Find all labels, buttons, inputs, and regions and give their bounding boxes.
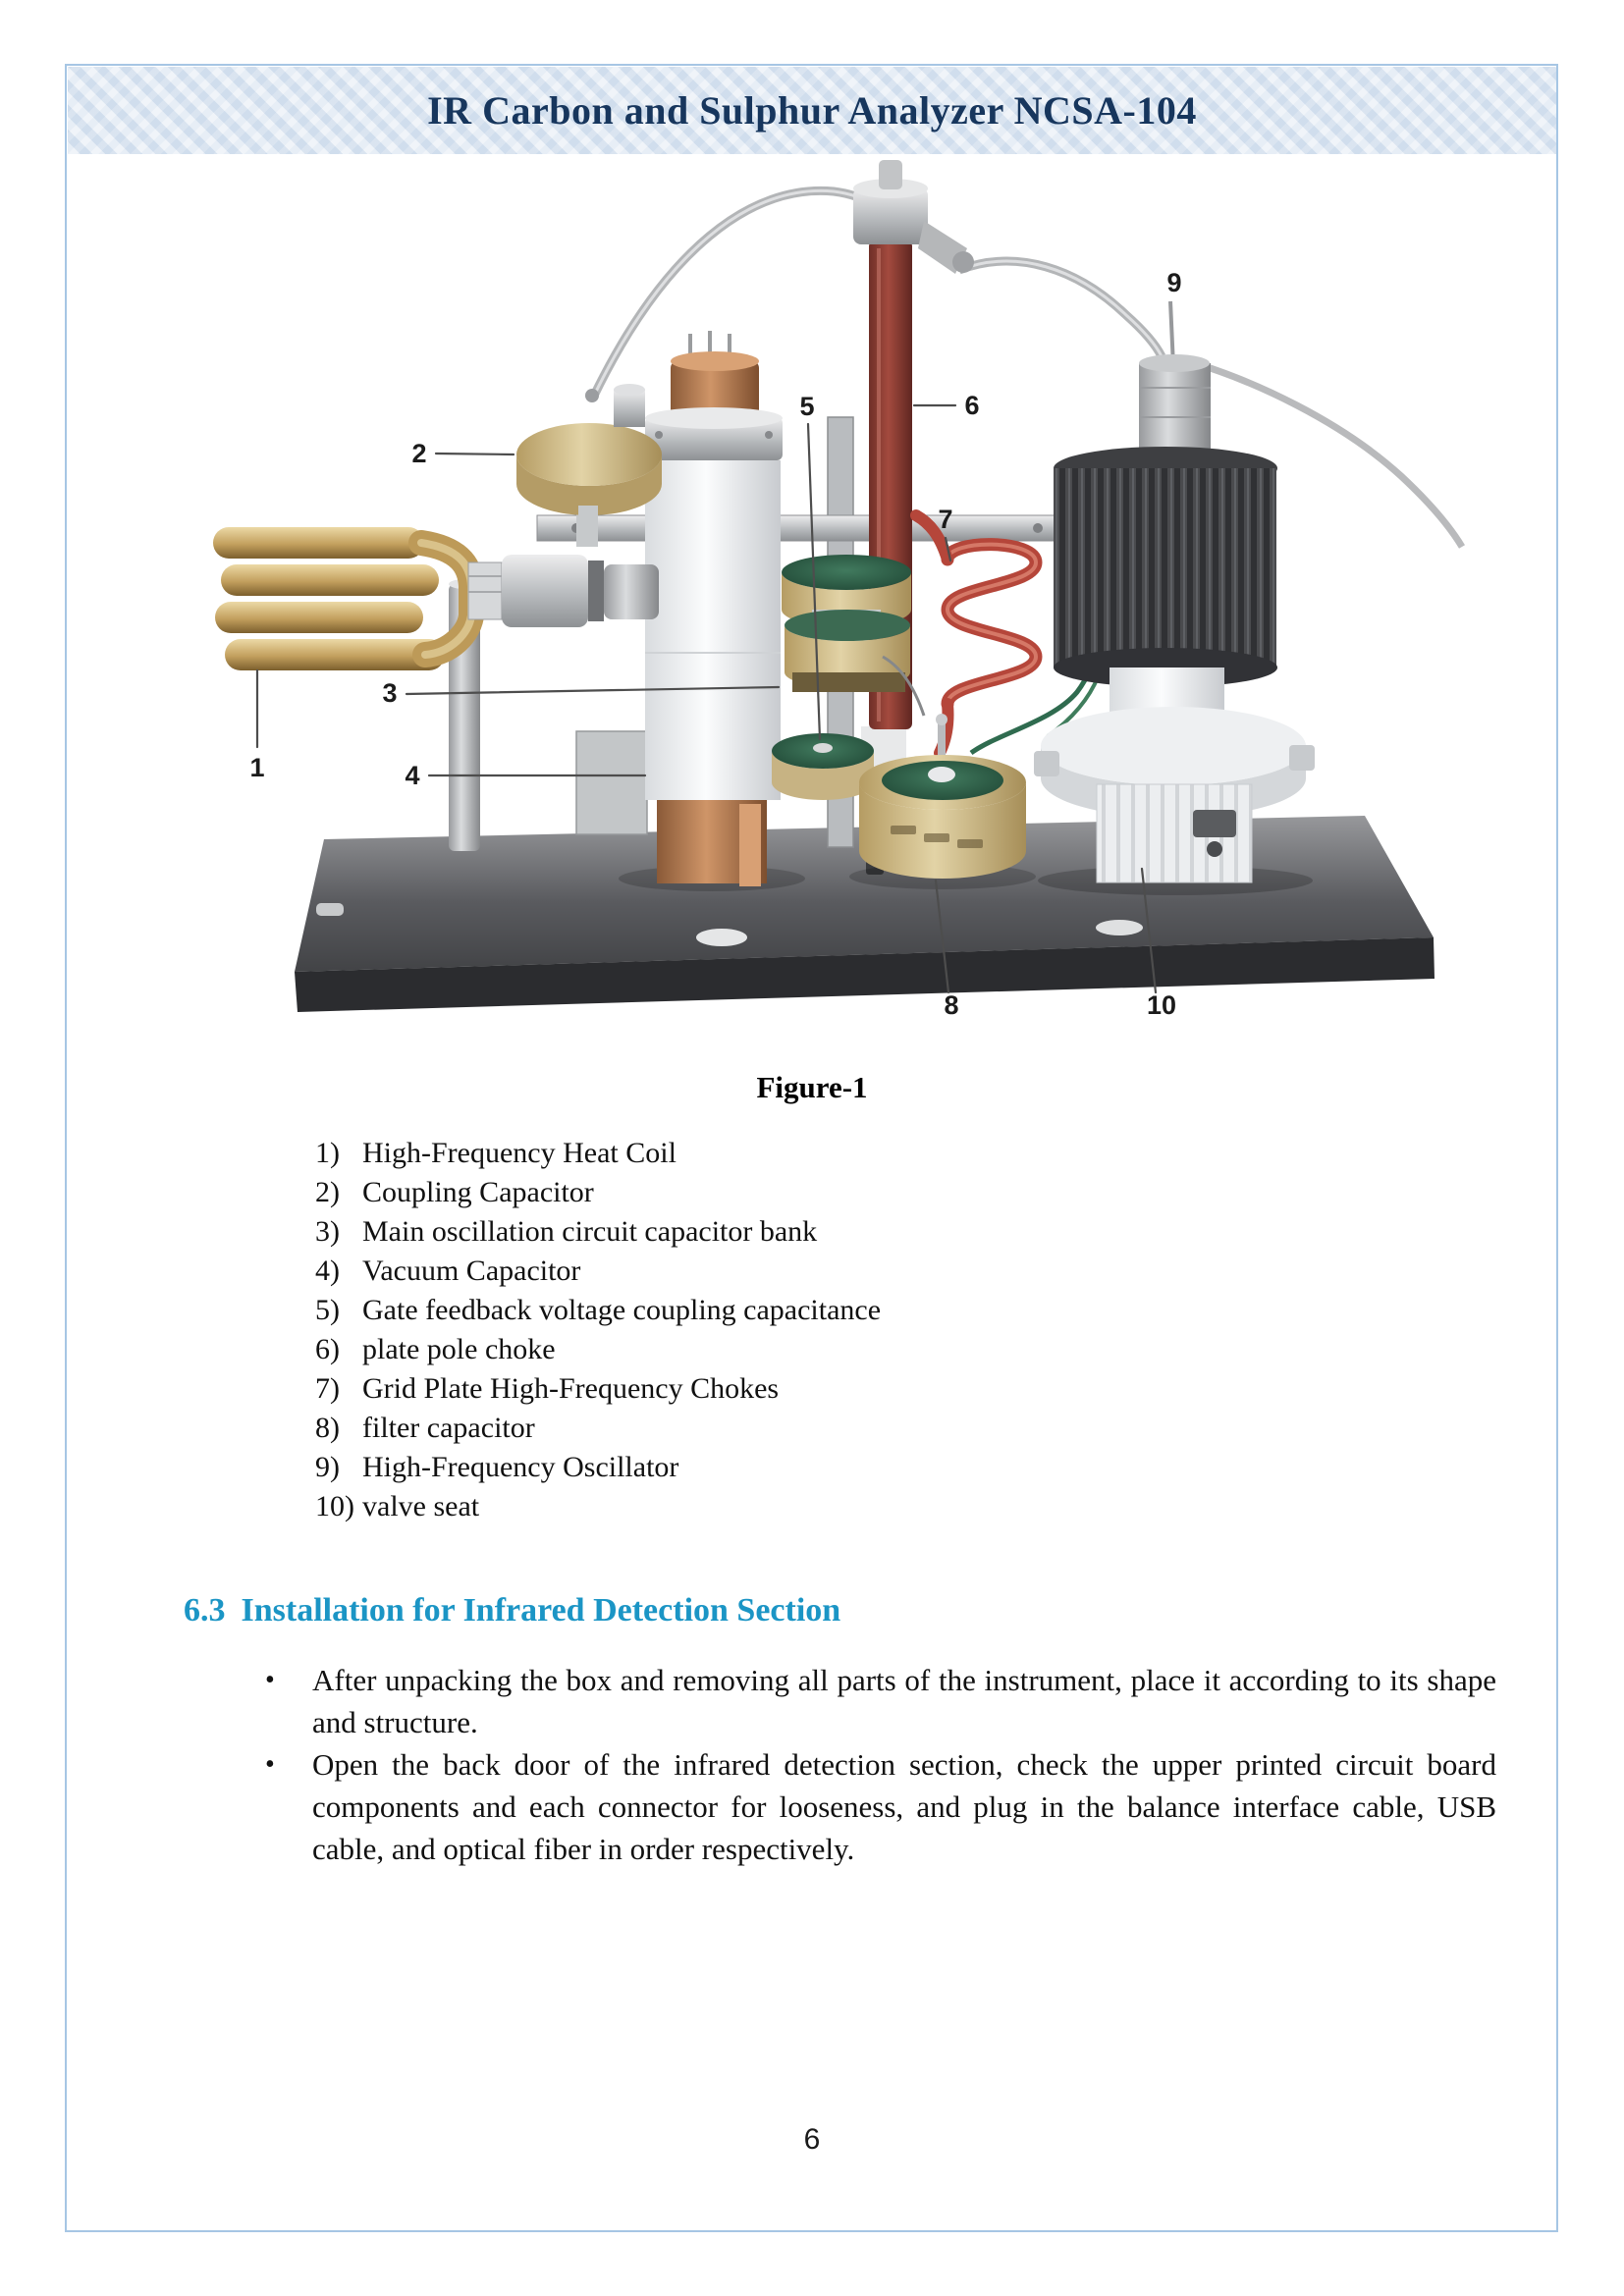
part-number: 7): [315, 1372, 340, 1405]
part-text: Vacuum Capacitor: [362, 1255, 581, 1287]
list-item: [315, 1330, 1199, 1369]
bullet-text: Open the back door of the infrared detection section, check the upper printed circuit board components and each connector for looseness, and plug in the balance interface cable, USB cable, and optical fiber in order respectively.: [312, 1747, 1496, 1866]
part-text: Main oscillation circuit capacitor bank: [362, 1215, 818, 1248]
svg-text:2: 2: [411, 439, 427, 468]
section-number: 6.3: [184, 1592, 226, 1629]
list-item: [315, 1369, 1199, 1409]
part-text: High-Frequency Oscillator: [362, 1451, 679, 1483]
list-item: [315, 1448, 1199, 1487]
part-text: High-Frequency Heat Coil: [362, 1137, 677, 1169]
svg-text:3: 3: [382, 678, 398, 708]
bullet-text: After unpacking the box and removing all parts of the instrument, place it according to its shape and structure.: [312, 1663, 1496, 1739]
svg-text:4: 4: [405, 761, 420, 790]
grid-plate-choke-coil: [916, 515, 1036, 753]
part-text: filter capacitor: [362, 1412, 535, 1444]
part-text: Coupling Capacitor: [362, 1176, 594, 1208]
part-text: Gate feedback voltage coupling capacitance: [362, 1294, 882, 1326]
list-item: [315, 1173, 1199, 1212]
bullet-list: [265, 1659, 1496, 1870]
coil-fitting: [468, 555, 659, 627]
part-text: plate pole choke: [362, 1333, 556, 1365]
bullet-item: [265, 1659, 1496, 1743]
svg-text:5: 5: [799, 392, 815, 421]
bullet-item: [265, 1743, 1496, 1870]
vacuum-capacitor: [645, 331, 783, 886]
svg-text:6: 6: [964, 391, 980, 420]
list-item: [315, 1252, 1199, 1291]
hf-oscillator-tube: [1054, 301, 1277, 687]
part-number: 2): [315, 1176, 340, 1208]
figure-caption: Figure-1: [756, 1070, 868, 1104]
callout-2: [411, 439, 514, 468]
svg-text:8: 8: [944, 990, 959, 1020]
part-number: 1): [315, 1137, 340, 1169]
svg-text:9: 9: [1166, 268, 1182, 297]
list-item: [315, 1291, 1199, 1330]
list-item: [315, 1212, 1199, 1252]
figure-photo: [115, 123, 1529, 1041]
list-item: [315, 1487, 1199, 1526]
part-text: valve seat: [362, 1490, 480, 1522]
equipment-illustration: [115, 123, 1529, 1041]
document-title: IR Carbon and Sulphur Analyzer NCSA-104: [427, 88, 1197, 133]
svg-text:7: 7: [938, 505, 953, 534]
part-number: 4): [315, 1255, 340, 1287]
section-title: Installation for Infrared Detection Section: [241, 1592, 841, 1629]
bullet-dot-icon: •: [265, 1665, 275, 1695]
svg-text:1: 1: [249, 753, 265, 782]
bullet-dot-icon: •: [265, 1749, 275, 1780]
part-number: 5): [315, 1294, 340, 1326]
list-item: [315, 1134, 1199, 1173]
part-number: 3): [315, 1215, 340, 1248]
callout-9: [1166, 268, 1181, 297]
parts-list: [315, 1134, 1199, 1526]
part-number: 9): [315, 1451, 340, 1483]
capacitor-bank: [782, 555, 911, 692]
heat-coil: [213, 527, 471, 670]
svg-text:10: 10: [1146, 990, 1177, 1020]
list-item: [315, 1409, 1199, 1448]
page-number: 6: [803, 2123, 821, 2156]
part-number: 8): [315, 1412, 340, 1444]
part-text: Grid Plate High-Frequency Chokes: [362, 1372, 780, 1405]
callout-1: [249, 670, 264, 782]
part-number: 10): [315, 1490, 354, 1522]
gate-feedback-capacitor: [772, 733, 874, 800]
section-heading: [184, 1590, 840, 1631]
callout-6: [914, 391, 980, 420]
part-number: 6): [315, 1333, 340, 1365]
